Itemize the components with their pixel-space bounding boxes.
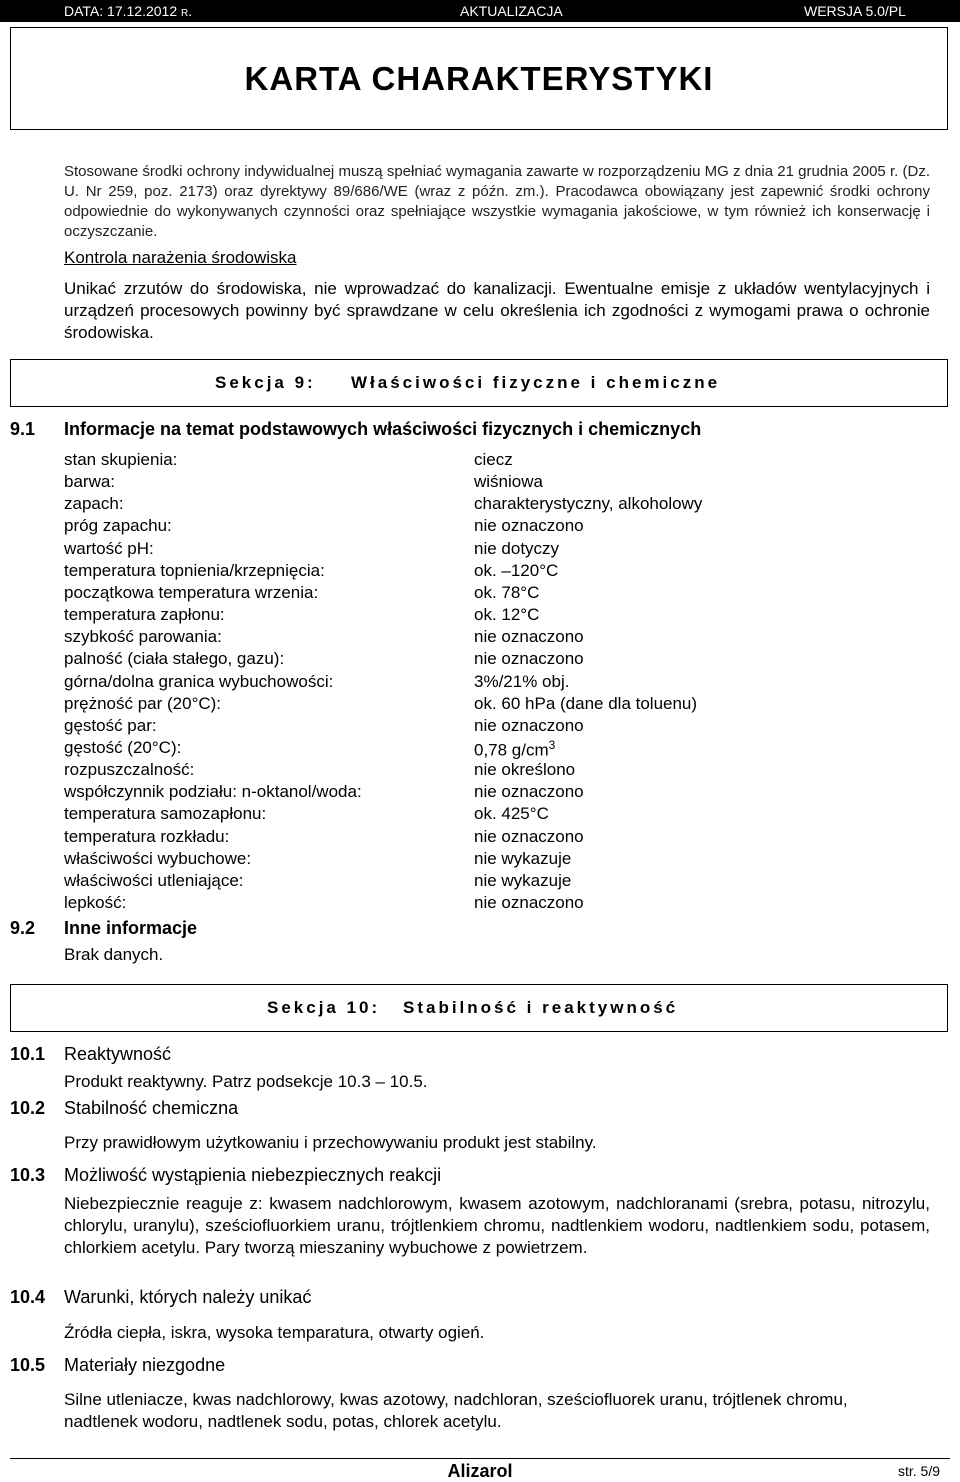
property-value-superscript: 3 bbox=[548, 737, 556, 752]
property-value-text: nie dotyczy bbox=[474, 538, 560, 558]
property-value-text: nie wykazuje bbox=[474, 848, 572, 868]
property-row bbox=[64, 849, 930, 871]
section-10-title: Stabilność i reaktywność bbox=[403, 998, 679, 1017]
property-value bbox=[474, 494, 702, 514]
property-label: temperatura zapłonu: bbox=[64, 605, 225, 625]
s105-text: Silne utleniacze, kwas nadchlorowy, kwas azotowy, nadchloran, sześciofluorek uranu, trójtlenek chromu, nadtlenek wodoru, nadtlenek sodu, potas, chlorek acetylu. bbox=[64, 1390, 848, 1431]
property-value bbox=[474, 893, 584, 913]
property-label: temperatura topnienia/krzepnięcia: bbox=[64, 560, 325, 580]
property-value bbox=[474, 561, 558, 581]
footer-page-number: str. 5/9 bbox=[897, 1463, 940, 1479]
property-value-text: 3%/21% obj. bbox=[474, 671, 570, 691]
property-row bbox=[64, 760, 930, 782]
document-title: KARTA CHARAKTERYSTYKI bbox=[244, 60, 714, 97]
property-value-text: nie oznaczono bbox=[474, 782, 584, 802]
property-label: szybkość parowania: bbox=[64, 627, 222, 647]
header-date: DATA: 17.12.2012 r. bbox=[64, 3, 193, 19]
property-value bbox=[474, 760, 575, 780]
property-value-text: charakterystyczny, alkoholowy bbox=[474, 494, 703, 514]
property-label: prężność par (20°C): bbox=[64, 693, 222, 713]
property-value-text: ok. 425°C bbox=[474, 804, 549, 824]
property-value-text: nie oznaczono bbox=[474, 649, 584, 669]
property-value-text: nie oznaczono bbox=[474, 516, 584, 536]
property-value bbox=[474, 539, 559, 559]
property-value-text: ok. 12°C bbox=[474, 605, 540, 625]
property-value-text: nie oznaczono bbox=[474, 715, 584, 735]
property-row bbox=[64, 627, 930, 649]
footer-divider bbox=[10, 1458, 950, 1459]
property-label: gęstość par: bbox=[64, 715, 157, 735]
property-value bbox=[474, 738, 555, 761]
property-value-text: nie wykazuje bbox=[474, 870, 572, 890]
s92-title: Inne informacje bbox=[64, 918, 198, 938]
property-label: wartość pH: bbox=[64, 538, 154, 558]
property-label: zapach: bbox=[64, 494, 124, 514]
property-label: temperatura samozapłonu: bbox=[64, 804, 267, 824]
property-label: próg zapachu: bbox=[64, 516, 172, 536]
s104-text: Źródła ciepła, iskra, wysoka temparatura, otwarty ogień. bbox=[64, 1323, 485, 1342]
property-value-text: nie określono bbox=[474, 760, 576, 780]
property-label: współczynnik podziału: n-oktanol/woda: bbox=[64, 782, 362, 802]
property-label: stan skupienia: bbox=[64, 450, 178, 469]
property-value-text: ok. 60 hPa (dane dla toluenu) bbox=[474, 693, 698, 713]
property-label: temperatura rozkładu: bbox=[64, 826, 230, 846]
property-row bbox=[64, 804, 930, 826]
s103-title: Możliwość wystąpienia niebezpiecznych reakcji bbox=[64, 1165, 442, 1185]
property-value-text: 0,78 g/cm bbox=[474, 740, 549, 760]
property-value bbox=[474, 627, 584, 647]
property-row bbox=[64, 583, 930, 605]
s92-number: 9.2 bbox=[10, 918, 36, 938]
property-row bbox=[64, 516, 930, 538]
section-10-box bbox=[10, 984, 948, 1032]
property-row bbox=[64, 871, 930, 893]
property-value bbox=[474, 849, 571, 869]
property-value bbox=[474, 450, 513, 470]
property-value bbox=[474, 694, 697, 714]
ppe-paragraph: Stosowane środki ochrony indywidualnej muszą spełniać wymagania zawarte w rozporządzeniu MG z dnia 21 grudnia 2005 r. (Dz. U. Nr 259, poz. 2173) oraz dyrektywy 89/686/WE (wraz z późn. zm.). Pracodawca obowiązany jest zapewnić środki ochrony odpowiednie do wykonywanych czynności oraz spełniające wszystkie wymagania jakościowe, w tym również ich konserwację i oczyszczanie. bbox=[64, 163, 930, 240]
property-value bbox=[474, 827, 584, 847]
s102-title: Stabilność chemiczna bbox=[64, 1098, 239, 1118]
property-label: barwa: bbox=[64, 472, 116, 492]
s92-text: Brak danych. bbox=[64, 945, 164, 964]
property-row bbox=[64, 539, 930, 561]
s103-text: Niebezpiecznie reaguje z: kwasem nadchlorowym, kwasem azotowym, nadchloranami (srebra, potasu, nitrozylu, chlorylu, uranylu), sześciofluorkiem uranu, trójtlenkiem chromu, nadtlenkiem wodoru, nadtlenkiem sodu, potasem, chlorkiem acetylu. Pary tworzą mieszaniny wybuchowe z powietrzem. bbox=[64, 1194, 930, 1257]
s105-title: Materiały niezgodne bbox=[64, 1355, 226, 1375]
property-value bbox=[474, 583, 539, 603]
property-value-text: ok. 78°C bbox=[474, 582, 540, 602]
s102-number: 10.2 bbox=[10, 1098, 46, 1118]
property-label: początkowa temperatura wrzenia: bbox=[64, 582, 319, 602]
property-row bbox=[64, 450, 930, 472]
s91-title: Informacje na temat podstawowych właściwości fizycznych i chemicznych bbox=[64, 419, 702, 439]
property-row bbox=[64, 738, 930, 760]
property-label: lepkość: bbox=[64, 893, 127, 912]
s102-text: Przy prawidłowym użytkowaniu i przechowywaniu produkt jest stabilny. bbox=[64, 1133, 597, 1152]
property-label: palność (ciała stałego, gazu): bbox=[64, 649, 285, 669]
property-value-text: ok. –120°C bbox=[474, 560, 559, 580]
property-label: górna/dolna granica wybuchowości: bbox=[64, 671, 334, 691]
property-row bbox=[64, 605, 930, 627]
property-row bbox=[64, 561, 930, 583]
property-value bbox=[474, 472, 543, 492]
property-label: rozpuszczalność: bbox=[64, 760, 195, 780]
property-row bbox=[64, 893, 930, 915]
property-value bbox=[474, 804, 549, 824]
property-label: właściwości wybuchowe: bbox=[64, 848, 252, 868]
section-9-label: Sekcja 9: bbox=[215, 373, 316, 392]
property-value bbox=[474, 782, 584, 802]
property-value bbox=[474, 871, 571, 891]
s104-number: 10.4 bbox=[10, 1287, 46, 1307]
property-value bbox=[474, 672, 569, 692]
s101-text: Produkt reaktywny. Patrz podsekcje 10.3 – 10.5. bbox=[64, 1072, 428, 1091]
property-value-text: nie oznaczono bbox=[474, 826, 584, 846]
property-row bbox=[64, 672, 930, 694]
property-label: gęstość (20°C): bbox=[64, 737, 182, 757]
s103-number: 10.3 bbox=[10, 1165, 46, 1185]
header-bar bbox=[0, 0, 960, 22]
property-value-text: nie oznaczono bbox=[474, 893, 584, 912]
title-box bbox=[10, 27, 948, 130]
property-value bbox=[474, 605, 539, 625]
property-value bbox=[474, 649, 584, 669]
header-update: AKTUALIZACJA bbox=[460, 3, 563, 19]
section-9-box bbox=[10, 359, 948, 407]
header-version: WERSJA 5.0/PL bbox=[804, 3, 906, 19]
footer-product: Alizarol bbox=[447, 1461, 513, 1481]
property-row bbox=[64, 782, 930, 804]
property-label: właściwości utleniające: bbox=[64, 870, 244, 890]
property-row bbox=[64, 716, 930, 738]
property-value bbox=[474, 516, 584, 536]
property-value-text: nie oznaczono bbox=[474, 627, 584, 647]
s101-number: 10.1 bbox=[10, 1044, 46, 1064]
s104-title: Warunki, których należy unikać bbox=[64, 1287, 312, 1307]
property-value bbox=[474, 716, 584, 736]
s101-title: Reaktywność bbox=[64, 1044, 172, 1064]
env-control-heading: Kontrola narażenia środowiska bbox=[64, 248, 297, 267]
property-value-text: wiśniowa bbox=[474, 472, 543, 492]
property-value-text: ciecz bbox=[474, 450, 513, 469]
property-row bbox=[64, 694, 930, 716]
property-row bbox=[64, 827, 930, 849]
s91-number: 9.1 bbox=[10, 419, 36, 439]
section-9-title: Właściwości fizyczne i chemiczne bbox=[351, 373, 721, 392]
env-control-text: Unikać zrzutów do środowiska, nie wprowadzać do kanalizacji. Ewentualne emisje z układów wentylacyjnych i urządzeń procesowych powinny być sprawdzane w celu określenia ich zgodności z wymogami prawa o ochronie środowiska. bbox=[64, 279, 930, 342]
property-row bbox=[64, 494, 930, 516]
s105-number: 10.5 bbox=[10, 1355, 46, 1375]
property-row bbox=[64, 472, 930, 494]
section-10-label: Sekcja 10: bbox=[267, 998, 381, 1017]
property-row bbox=[64, 649, 930, 671]
